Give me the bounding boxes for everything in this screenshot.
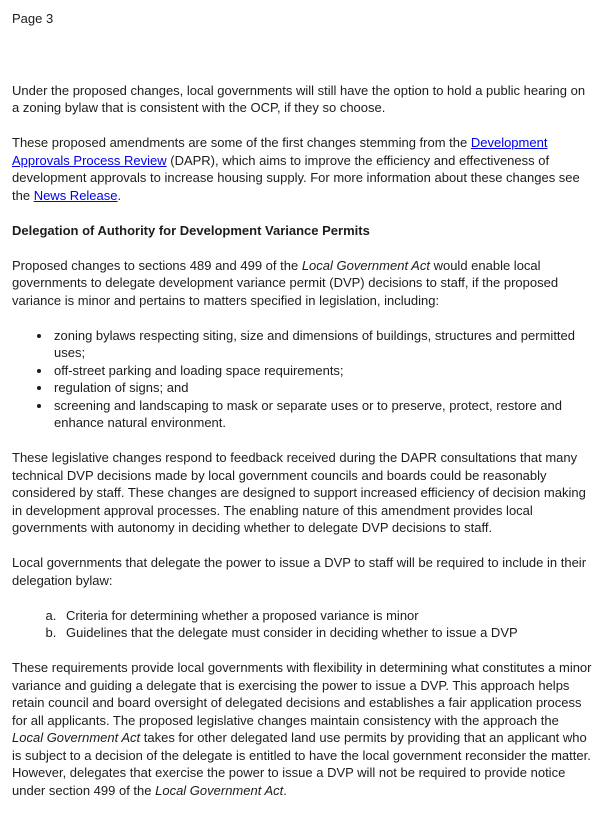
list-item: b. Guidelines that the delegate must consider in deciding whether to issue a DVP	[60, 624, 592, 642]
text-run: These requirements provide local governments with flexibility in determining what constitutes a minor variance and guiding a delegate that is exercising the power to issue a DVP. This approach helps retain council and board oversight of delegated decisions and establishes a fair application process for all applicants. The proposed legislative changes maintain consistency with the approach the	[12, 660, 592, 728]
act-title-italic: Local Government Act	[155, 782, 284, 798]
list-item: • screening and landscaping to mask or separate uses or to preserve, protect, restore and enhance natural environment.	[52, 397, 592, 432]
link-news-release[interactable]: News Release	[33, 187, 118, 203]
text-run: .	[283, 782, 287, 798]
text-run: Local governments that delegate the power to issue a DVP to staff will be required to include in their delegation bylaw:	[12, 555, 587, 588]
text-run: .	[117, 187, 122, 203]
act-title-italic: Local Government Act	[301, 257, 430, 273]
paragraph-proposed-amendments	[12, 134, 592, 204]
paragraph-legislative-changes	[12, 449, 592, 537]
text-run: Under the proposed changes, local governments will still have the option to hold a public hearing on a zoning bylaw that is consistent with the OCP, if they so choose.	[12, 82, 586, 115]
bullet-list-dvp-matters	[12, 327, 592, 432]
text-run: (DAPR), which aims to improve the efficiency and effectiveness of development approvals to increase housing supply. For more information about these changes see the	[12, 152, 580, 203]
list-item: • zoning bylaws respecting siting, size and dimensions of buildings, structures and permitted uses;	[52, 327, 592, 362]
list-item: • off-street parking and loading space requirements;	[52, 362, 592, 380]
page-number-label: Page 3	[12, 11, 54, 26]
link-development-approvals-process-review[interactable]: Development Approvals Process Review	[12, 135, 548, 168]
text-run: These legislative changes respond to feedback received during the DAPR consultations that many technical DVP decisions made by local government councils and boards could be reasonably considered by staff. These changes are designed to support increased efficiency of decision making in development approval processes. The enabling nature of this amendment provides local governments with autonomy in deciding whether to delegate DVP decisions to staff.	[12, 450, 586, 535]
text-run: takes for other delegated land use permits by providing that an applicant who is subject to a decision of the delegate is entitled to have the local government reconsider the matter. However, delegates that exercise the power to issue a DVP will not be required to provide notice under section 499 of the	[12, 730, 591, 798]
text-run: Proposed changes to sections 489 and 499 of the	[12, 257, 302, 273]
act-title-italic: Local Government Act	[12, 730, 141, 745]
section-heading-delegation-of-authority: Delegation of Authority for Development Variance Permits	[12, 222, 370, 238]
paragraph-requirements-flexibility	[12, 659, 592, 799]
text-run: These proposed amendments are some of the first changes stemming from the	[12, 135, 471, 150]
list-item: • regulation of signs; and	[52, 379, 592, 397]
lettered-list-bylaw-requirements	[12, 607, 592, 642]
text-run: would enable local governments to delegate development variance permit (DVP) decisions to staff, if the proposed variance is minor and pertains to matters specified in legislation, including:	[12, 257, 559, 308]
list-item: a. Criteria for determining whether a proposed variance is minor	[60, 607, 592, 625]
paragraph-public-hearing	[12, 82, 592, 117]
paragraph-proposed-changes	[12, 257, 592, 310]
paragraph-delegation-bylaw	[12, 554, 592, 589]
